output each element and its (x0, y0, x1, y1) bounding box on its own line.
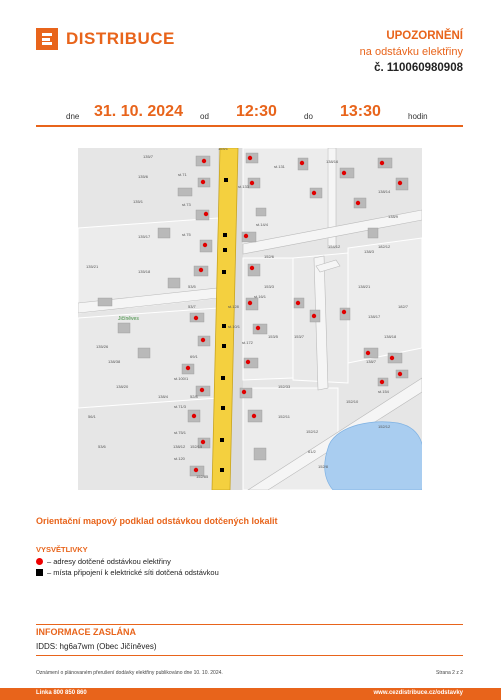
parcel-label: 138/4 (158, 394, 169, 399)
building-label: st.133 (238, 184, 249, 189)
affected-address-marker (380, 161, 384, 165)
parcel-label: 138/7 (366, 359, 377, 364)
red-dot-icon (36, 558, 43, 565)
parcel-label: 138/21 (358, 284, 371, 289)
building-label: st.71 (178, 172, 187, 177)
parcel-label: 182/12 (378, 244, 391, 249)
parcel-label: 138/17 (368, 314, 381, 319)
parcel-label: 69/1 (190, 354, 198, 359)
building-label: st.10/1 (228, 324, 241, 329)
building-label: st.172 (242, 340, 253, 345)
parcel-label: 138/3 (364, 249, 375, 254)
outage-schedule (36, 100, 463, 127)
building-label: st.73 (182, 202, 191, 207)
building-label: st.100/1 (174, 376, 189, 381)
affected-address-marker (398, 181, 402, 185)
building (256, 208, 266, 216)
from-label: od (200, 112, 209, 121)
notice-title: UPOZORNĚNÍ (386, 30, 463, 42)
building (368, 228, 378, 238)
building (248, 264, 260, 276)
legend-item-connections (36, 568, 219, 577)
affected-address-marker (194, 316, 198, 320)
building (246, 298, 258, 310)
connection-point-marker (224, 178, 228, 182)
affected-address-marker (204, 212, 208, 216)
parcel-label: 152/33 (278, 384, 291, 389)
parcel-label: 182/7 (398, 304, 409, 309)
connection-point-marker (220, 468, 224, 472)
parcel-label: 138/16 (326, 159, 339, 164)
map-caption: Orientační mapový podklad odstávkou dotčených lokalit (36, 516, 278, 526)
building-label: st.154 (378, 389, 389, 394)
building-label: st.131 (274, 164, 285, 169)
building (396, 178, 408, 190)
date-label: dne (66, 112, 80, 121)
affected-address-marker (201, 180, 205, 184)
affected-address-marker (203, 243, 207, 247)
to-label: do (304, 112, 313, 121)
building-label: st.128 (228, 304, 239, 309)
building-label: st.120 (174, 456, 185, 461)
footer-bar (0, 688, 501, 700)
parcel-label: 56/1 (88, 414, 96, 419)
affected-address-marker (186, 366, 190, 370)
parcel-label: 135/21 (86, 264, 99, 269)
affected-address-marker (248, 301, 252, 305)
affected-address-marker (202, 159, 206, 163)
parcel-label: 152/11 (278, 414, 290, 419)
map-canvas (78, 148, 422, 490)
affected-address-marker (250, 266, 254, 270)
footer-link[interactable]: www.cezdistribuce.cz/odstavky (373, 690, 463, 696)
affected-address-marker (199, 268, 203, 272)
brand-logo (36, 28, 175, 50)
connection-point-marker (223, 248, 227, 252)
building (253, 324, 267, 334)
building (138, 348, 150, 358)
affected-address-marker (342, 310, 346, 314)
connection-point-marker (223, 233, 227, 237)
affected-address-marker (200, 388, 204, 392)
parcel-label: 135/7 (143, 154, 154, 159)
affected-address-marker (252, 414, 256, 418)
idds-recipient: IDDS: hg6a7wm (Obec Jičíněves) (36, 642, 157, 651)
affected-address-marker (244, 234, 248, 238)
parcel-label: 135/18 (138, 269, 151, 274)
publication-notice: Oznámení o plánovaném přerušení dodávky elektřiny publikováno dne 10. 10. 2024. (36, 670, 223, 676)
building (240, 388, 252, 398)
parcel-label: 138/9 (388, 214, 399, 219)
parcel-label: 152/8 (318, 464, 329, 469)
connection-point-marker (220, 438, 224, 442)
parcel-label: 135/26 (96, 344, 109, 349)
building (158, 228, 170, 238)
parcel-label: 138/18 (384, 334, 397, 339)
black-square-icon (36, 569, 43, 576)
building (178, 188, 192, 196)
divider (36, 624, 463, 625)
parcel-label: 153/7 (294, 334, 305, 339)
start-time: 12:30 (236, 103, 277, 120)
building-label: st.75 (182, 232, 191, 237)
affected-address-marker (246, 360, 250, 364)
connection-point-marker (221, 406, 225, 410)
parcel-label: 135/1 (133, 199, 144, 204)
connection-point-marker (222, 270, 226, 274)
parcel-label: 152/6 (264, 254, 275, 259)
affected-address-marker (312, 314, 316, 318)
parcel-label: 153/3 (264, 284, 275, 289)
place-label: Jičíněves (118, 316, 139, 322)
affected-address-marker (250, 181, 254, 185)
logo-mark-icon (36, 28, 58, 50)
parcel-label: 61/2 (308, 449, 316, 454)
parcel-label: 153/5 (268, 334, 279, 339)
parcel-label: 152/12 (306, 429, 319, 434)
affected-address-marker (356, 201, 360, 205)
connection-point-marker (222, 344, 226, 348)
page-number: Strana 2 z 2 (436, 670, 463, 676)
parcel-label: 53/6 (98, 444, 106, 449)
building-label: st.75/1 (174, 430, 187, 435)
affected-address-marker (248, 156, 252, 160)
building-label: st.14/4 (256, 222, 269, 227)
affected-address-marker (342, 171, 346, 175)
building (254, 448, 266, 460)
parcel-label: 138/20 (116, 384, 129, 389)
affected-address-marker (366, 351, 370, 355)
notice-subtitle: na odstávku elektřiny (359, 46, 463, 58)
building (168, 278, 180, 288)
legend-title: VYSVĚTLIVKY (36, 545, 88, 554)
affected-address-marker (296, 301, 300, 305)
legend-label-connections: – místa připojení k elektrické síti dotčená odstávkou (47, 568, 219, 577)
connection-point-marker (221, 376, 225, 380)
legend-label-addresses: – adresy dotčené odstávkou elektřiny (47, 557, 171, 566)
parcel-label: 154/1 (218, 148, 229, 151)
affected-address-marker (194, 468, 198, 472)
connection-point-marker (222, 324, 226, 328)
parcel-label: 154/12 (328, 244, 341, 249)
unit-label: hodin (408, 112, 428, 121)
parcel-label: 53/5 (188, 284, 196, 289)
outage-date: 31. 10. 2024 (94, 103, 183, 120)
parcel-label: 152/12 (378, 424, 391, 429)
parcel-label: 135/6 (138, 174, 149, 179)
affected-address-marker (242, 390, 246, 394)
parcel-label: 152/85 (196, 474, 209, 479)
parcel-label: 135/17 (138, 234, 151, 239)
affected-address-marker (390, 356, 394, 360)
parcel-label: 53/7 (188, 304, 196, 309)
parcel-label: 138/38 (108, 359, 121, 364)
affected-address-marker (201, 338, 205, 342)
parcel-label: 152/10 (346, 399, 359, 404)
building (340, 308, 350, 320)
affected-address-marker (398, 372, 402, 376)
affected-address-marker (192, 414, 196, 418)
footer-phone: Linka 800 850 860 (36, 690, 87, 696)
notice-header (360, 28, 463, 76)
affected-address-marker (300, 161, 304, 165)
outage-map (78, 148, 422, 490)
brand-name: DISTRIBUCE (66, 29, 175, 48)
parcel-label: 52/8 (190, 394, 198, 399)
affected-address-marker (380, 380, 384, 384)
building-label: st.16/1 (254, 294, 267, 299)
legend-item-addresses (36, 557, 171, 566)
affected-address-marker (312, 191, 316, 195)
parcel-label: 138/14 (378, 189, 391, 194)
building (98, 298, 112, 306)
divider (36, 655, 463, 656)
parcel-label: 138/12 (173, 444, 186, 449)
notice-number: č. 110060980908 (374, 62, 463, 74)
building (118, 323, 130, 333)
affected-address-marker (256, 326, 260, 330)
info-title: INFORMACE ZASLÁNA (36, 627, 136, 637)
building-label: st.71/3 (174, 404, 187, 409)
end-time: 13:30 (340, 103, 381, 120)
parcel-label: 152/15 (190, 444, 203, 449)
